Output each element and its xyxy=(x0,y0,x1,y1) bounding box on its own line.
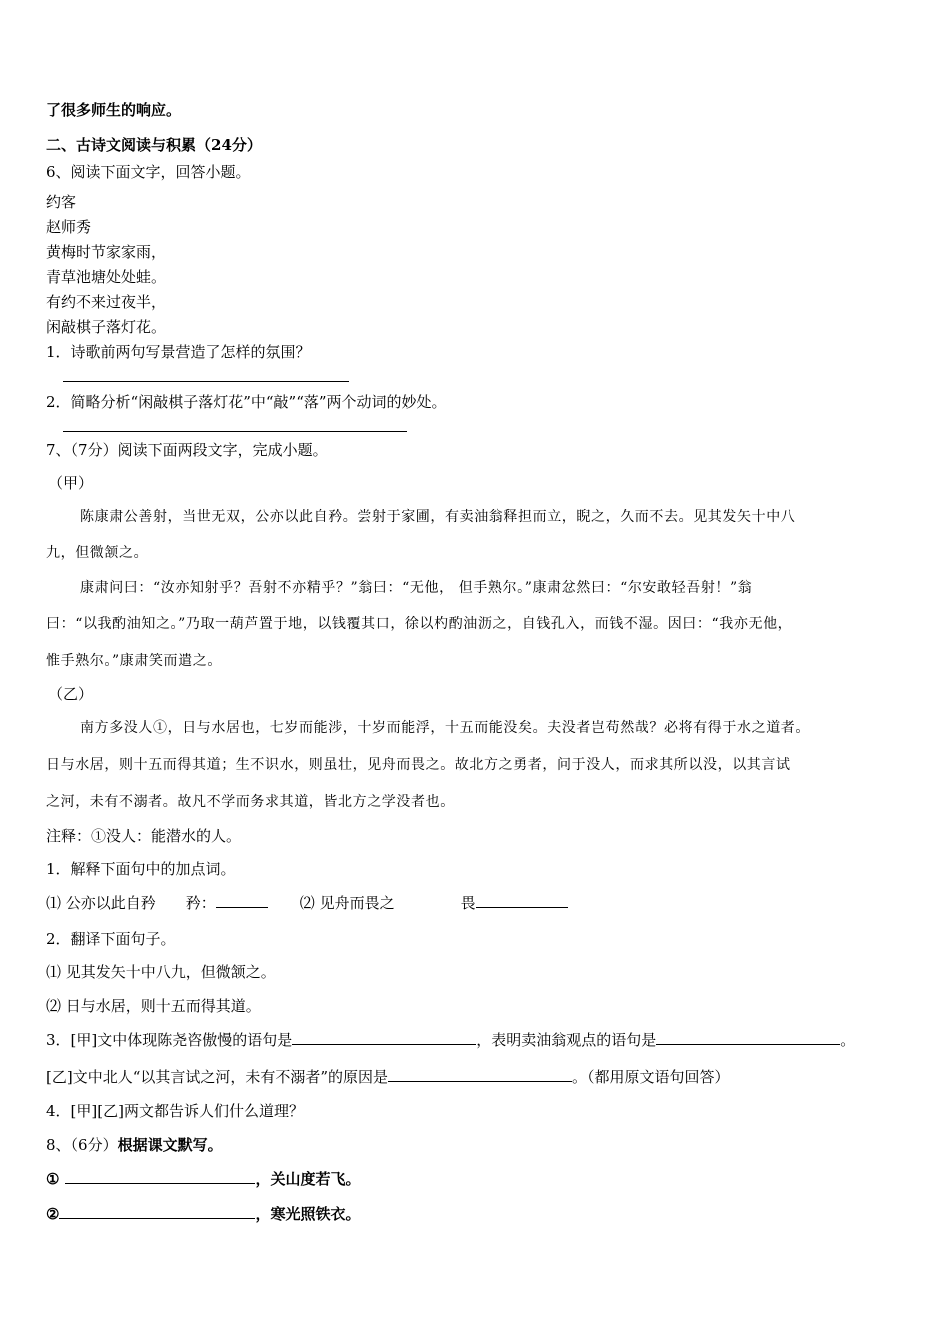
passage-yi-line: 南方多没人①，日与水居也，七岁而能涉，十岁而能浮，十五而能没矣。夫没者岂苟然哉？必将有得于水之道者。 xyxy=(80,720,810,736)
passage-yi-label: （乙） xyxy=(48,685,94,703)
answer-blank[interactable] xyxy=(216,893,268,908)
answer-line[interactable] xyxy=(63,381,349,382)
q6-prompt: 6、阅读下面文字，回答小题。 xyxy=(46,163,251,181)
q7-sub2-a: ⑴ 见其发矢十中八九，但微颔之。 xyxy=(46,963,276,981)
q6-sub1: 1．诗歌前两句写景营造了怎样的氛围？ xyxy=(46,343,311,361)
poem-line: 闲敲棋子落灯花。 xyxy=(46,318,167,336)
q8-prompt xyxy=(46,1135,223,1155)
answer-blank[interactable] xyxy=(388,1067,572,1082)
sub3-text-c: 。 xyxy=(840,1031,856,1049)
q7-sub3 xyxy=(46,1030,855,1050)
passage-jia-label: （甲） xyxy=(48,474,94,492)
q7-sub2-b: ⑵ 日与水居，则十五而得其道。 xyxy=(46,997,261,1015)
circle-number-marker: ② xyxy=(46,1205,60,1223)
poem-author: 赵师秀 xyxy=(46,218,92,236)
q8-line-text: ，关山度若飞。 xyxy=(255,1170,361,1188)
answer-blank[interactable] xyxy=(65,1169,255,1184)
passage-jia-line: 康肃问曰：“汝亦知射乎？吾射不亦精乎？”翁曰：“无他， 但手熟尔。”康肃忿然曰：“尔安敢轻吾射！”翁 xyxy=(80,580,753,596)
poem-line: 有约不来过夜半， xyxy=(46,293,167,311)
q7-sub3-cont xyxy=(46,1067,730,1087)
q7-prompt: 7、（7分）阅读下面两段文字，完成小题。 xyxy=(46,441,328,459)
sub1-item-b: ⑵ 见舟而畏之 xyxy=(299,894,395,912)
answer-blank[interactable] xyxy=(59,1204,255,1219)
passage-jia-line: 陈康肃公善射，当世无双，公亦以此自矜。尝射于家圃，有卖油翁释担而立，睨之，久而不去。见其发矢十中八 xyxy=(80,509,796,525)
passage-yi-line: 日与水居，则十五而得其道；生不识水，则虽壮，见舟而畏之。故北方之勇者，问于没人，而求其所以没，以其言试 xyxy=(46,757,791,773)
sub1-item-a: ⑴ 公亦以此自矜 xyxy=(46,894,156,912)
sub3-text-e: 。（都用原文语句回答） xyxy=(572,1068,730,1086)
poem-title: 约客 xyxy=(46,193,77,211)
section-title: 二、古诗文阅读与积累（24分） xyxy=(46,136,262,154)
answer-blank[interactable] xyxy=(656,1030,840,1045)
sub3-text-a: 3．[甲]文中体现陈尧咨傲慢的语句是 xyxy=(46,1031,293,1049)
q7-sub1-items xyxy=(46,893,568,913)
q8-line-1 xyxy=(46,1169,360,1189)
q6-sub2: 2．简略分析“闲敲棋子落灯花”中“敲”“落”两个动词的妙处。 xyxy=(46,393,447,411)
answer-blank[interactable] xyxy=(292,1030,476,1045)
passage-jia-line: 惟手熟尔。”康肃笑而遣之。 xyxy=(46,653,222,669)
q8-number: 8、（6分） xyxy=(46,1136,118,1154)
answer-line[interactable] xyxy=(63,431,407,432)
passage-jia-line: 曰：“以我酌油知之。”乃取一葫芦置于地，以钱覆其口，徐以杓酌油沥之，自钱孔入，而钱不湿。因曰：“我亦无他， xyxy=(46,616,793,632)
circle-number-marker: ① xyxy=(46,1170,60,1188)
passage-yi-line: 之河，未有不溺者。故凡不学而务求其道，皆北方之学没者也。 xyxy=(46,794,455,810)
sub1-word-b: 畏 xyxy=(460,894,476,912)
q7-sub1-title: 1．解释下面句中的加点词。 xyxy=(46,860,236,878)
sub1-word-a: 矜： xyxy=(185,894,216,912)
poem-line: 黄梅时节家家雨， xyxy=(46,243,167,261)
annotation-note: 注释：①没人：能潜水的人。 xyxy=(46,827,242,845)
sub3-text-b: ，表明卖油翁观点的语句是 xyxy=(476,1031,657,1049)
sub3-text-d: [乙]文中北人“以其言试之河，未有不溺者”的原因是 xyxy=(46,1068,389,1086)
passage-jia-line: 九，但微颔之。 xyxy=(46,545,149,561)
q8-line-text: ，寒光照铁衣。 xyxy=(255,1205,361,1223)
q7-sub4: 4．[甲][乙]两文都告诉人们什么道理？ xyxy=(46,1102,304,1120)
q8-line-2 xyxy=(46,1204,360,1224)
q8-instruction: 根据课文默写。 xyxy=(117,1136,223,1154)
poem-line: 青草池塘处处蛙。 xyxy=(46,268,167,286)
answer-blank[interactable] xyxy=(476,893,568,908)
q7-sub2-title: 2．翻译下面句子。 xyxy=(46,930,176,948)
intro-tail: 了很多师生的响应。 xyxy=(46,101,182,119)
